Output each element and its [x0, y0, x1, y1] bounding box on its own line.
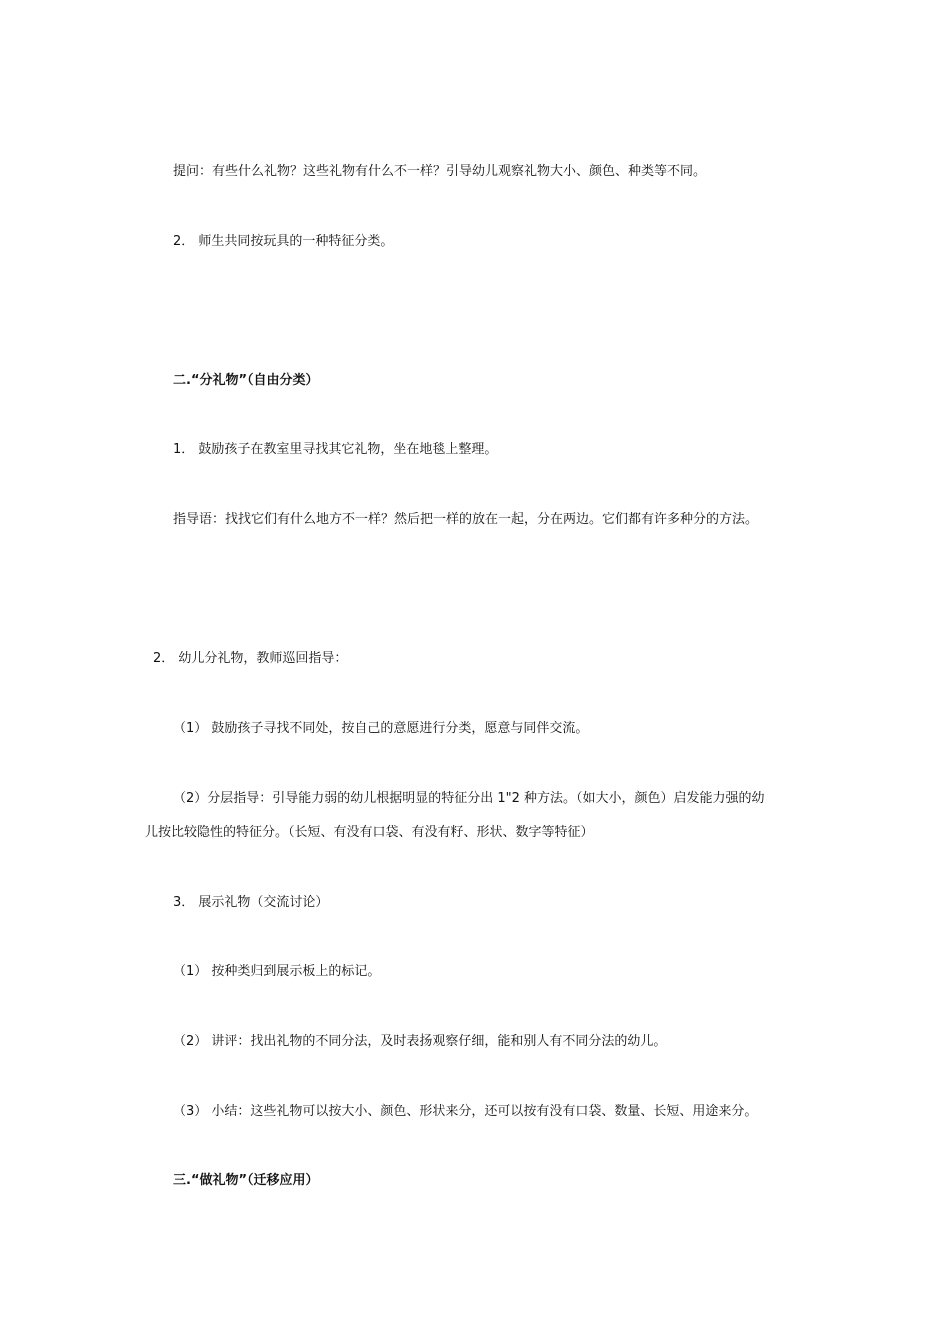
section-heading-2: 二.“分礼物”（自由分类） — [173, 373, 319, 388]
paragraph-sub-3-1: （1） 按种类归到展示板上的标记。 — [173, 964, 381, 979]
paragraph-step-1: 1． 鼓励孩子在教室里寻找其它礼物，坐在地毯上整理。 — [173, 442, 498, 457]
paragraph-guidance: 指导语：找找它们有什么地方不一样？然后把一样的放在一起，分在两边。它们都有许多种分的方法。 — [173, 512, 759, 527]
paragraph-question: 提问：有些什么礼物？这些礼物有什么不一样？引导幼儿观察礼物大小、颜色、种类等不同。 — [173, 164, 707, 179]
section-heading-3: 三.“做礼物”（迁移应用） — [173, 1173, 319, 1188]
paragraph-step-3: 3． 展示礼物（交流讨论） — [173, 895, 329, 910]
paragraph-step-2: 2． 师生共同按玩具的一种特征分类。 — [173, 234, 394, 249]
paragraph-sub-3-3: （3） 小结：这些礼物可以按大小、颜色、形状来分，还可以按有没有口袋、数量、长短、用途来分。 — [173, 1104, 758, 1119]
paragraph-sub-1: （1） 鼓励孩子寻找不同处，按自己的意愿进行分类，愿意与同伴交流。 — [173, 721, 589, 736]
paragraph-sub-2-line-1: （2）分层指导：引导能力弱的幼儿根据明显的特征分出 1"2 种方法。（如大小，颜色）启发能力强的幼 — [173, 791, 765, 806]
paragraph-step-2b: 2． 幼儿分礼物，教师巡回指导： — [153, 651, 348, 666]
paragraph-sub-3-2: （2） 讲评：找出礼物的不同分法，及时表扬观察仔细，能和别人有不同分法的幼儿。 — [173, 1034, 667, 1049]
paragraph-sub-2-line-2: 儿按比较隐性的特征分。（长短、有没有口袋、有没有籽、形状、数字等特征） — [145, 825, 594, 840]
